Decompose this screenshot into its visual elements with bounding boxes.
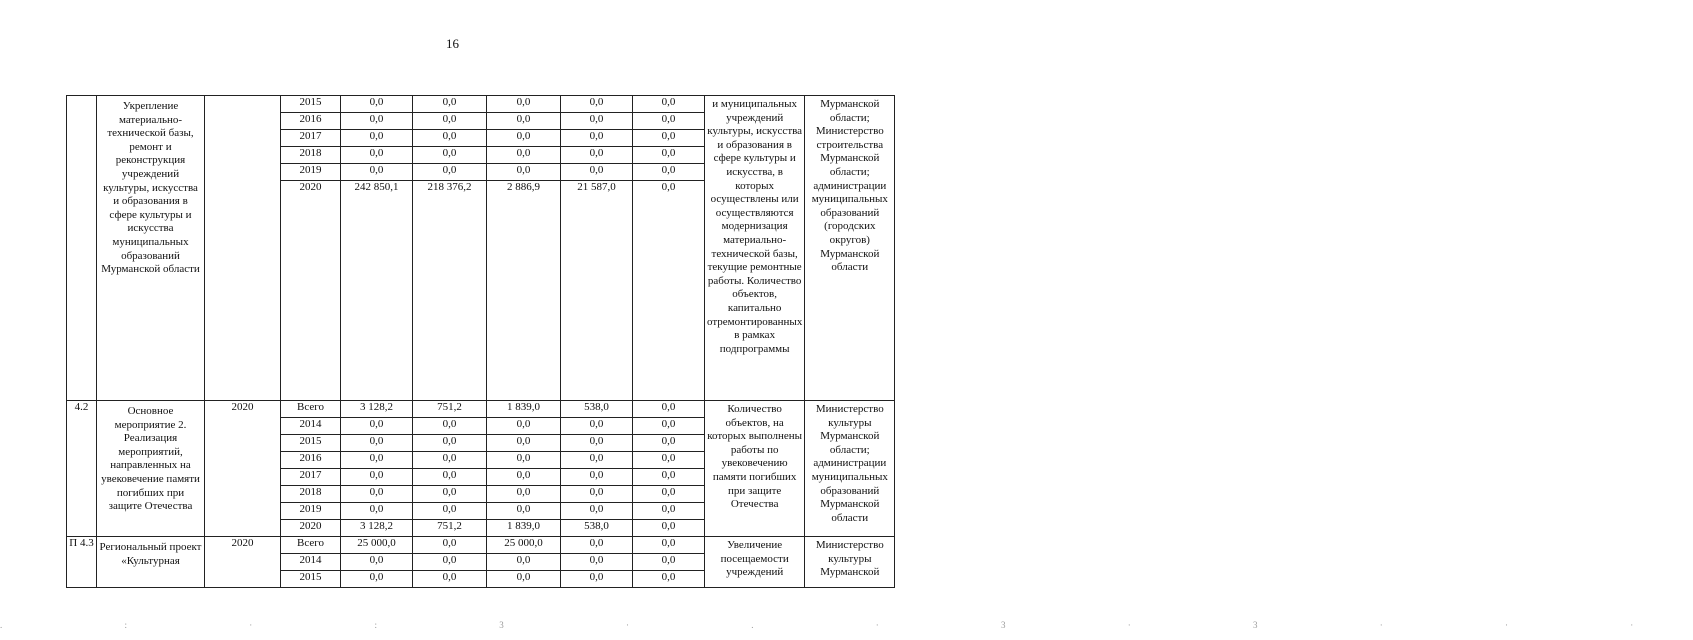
amount-cell: 0,0: [633, 537, 705, 554]
amount-cell: 0,0: [413, 113, 487, 130]
amount-cell: 0,0: [487, 452, 561, 469]
amount-cell: 0,0: [633, 113, 705, 130]
amount-cell: 0,0: [413, 164, 487, 181]
amount-cell: 218 376,2: [413, 181, 487, 401]
amount-cell: 751,2: [413, 401, 487, 418]
amount-cell: 0,0: [561, 113, 633, 130]
amount-cell: 0,0: [633, 486, 705, 503]
amount-cell: 751,2: [413, 520, 487, 537]
amount-cell: 242 850,1: [341, 181, 413, 401]
amount-cell: 0,0: [413, 469, 487, 486]
amount-cell: 0,0: [633, 503, 705, 520]
amount-cell: 0,0: [487, 130, 561, 147]
amount-cell: 0,0: [487, 164, 561, 181]
amount-cell: 538,0: [561, 401, 633, 418]
amount-cell: 0,0: [487, 469, 561, 486]
row-number: [67, 96, 97, 401]
amount-cell: 0,0: [561, 537, 633, 554]
amount-cell: 0,0: [561, 147, 633, 164]
amount-cell: 0,0: [413, 571, 487, 588]
amount-cell: 0,0: [487, 96, 561, 113]
year-cell: 2014: [281, 554, 341, 571]
program-table: [66, 95, 895, 588]
amount-cell: 0,0: [413, 537, 487, 554]
amount-cell: 0,0: [341, 164, 413, 181]
amount-cell: 0,0: [413, 554, 487, 571]
amount-cell: 0,0: [413, 147, 487, 164]
amount-cell: 0,0: [633, 469, 705, 486]
amount-cell: 0,0: [413, 418, 487, 435]
amount-cell: 0,0: [561, 130, 633, 147]
amount-cell: 0,0: [633, 401, 705, 418]
amount-cell: 0,0: [633, 96, 705, 113]
amount-cell: 21 587,0: [561, 181, 633, 401]
amount-cell: 0,0: [413, 452, 487, 469]
term-year: 2020: [205, 401, 281, 537]
amount-cell: 0,0: [633, 554, 705, 571]
amount-cell: 0,0: [487, 503, 561, 520]
amount-cell: 0,0: [341, 147, 413, 164]
amount-cell: 0,0: [561, 96, 633, 113]
indicator-text: Увеличение посещаемости учреждений: [705, 537, 805, 588]
amount-cell: 0,0: [413, 96, 487, 113]
amount-cell: 0,0: [413, 130, 487, 147]
table-row: [67, 401, 895, 418]
amount-cell: 0,0: [561, 503, 633, 520]
amount-cell: 0,0: [341, 554, 413, 571]
amount-cell: 0,0: [487, 571, 561, 588]
row-number: 4.2: [67, 401, 97, 537]
year-cell: 2015: [281, 571, 341, 588]
year-cell: Всего: [281, 401, 341, 418]
year-cell: 2019: [281, 164, 341, 181]
indicator-text: и муниципальных учреждений культуры, искусства и образования в сфере культуры и искусства, в которых осуществлены или осуществляются модернизация материально-технической базы, текущие ремонтные работы. Количество объектов, капитально отремонтированных в рамках подпрограммы: [705, 96, 805, 401]
year-cell: 2019: [281, 503, 341, 520]
year-cell: 2016: [281, 113, 341, 130]
amount-cell: 0,0: [561, 486, 633, 503]
amount-cell: 1 839,0: [487, 520, 561, 537]
amount-cell: 0,0: [341, 452, 413, 469]
measure-name: Укрепление материально-технической базы, ремонт и реконструкция учреждений культуры, искусства и образования в сфере культуры и искусства муниципальных образований Мурманской области: [97, 96, 205, 401]
amount-cell: 3 128,2: [341, 520, 413, 537]
amount-cell: 1 839,0: [487, 401, 561, 418]
table-row: [67, 537, 895, 554]
amount-cell: 0,0: [633, 164, 705, 181]
measure-name: Основное мероприятие 2. Реализация мероприятий, направленных на увековечение памяти погибших при защите Отечества: [97, 401, 205, 537]
term-year: [205, 96, 281, 401]
amount-cell: 0,0: [413, 486, 487, 503]
year-cell: Всего: [281, 537, 341, 554]
term-year: 2020: [205, 537, 281, 588]
amount-cell: 25 000,0: [341, 537, 413, 554]
amount-cell: 0,0: [413, 503, 487, 520]
year-cell: 2015: [281, 435, 341, 452]
amount-cell: 0,0: [487, 486, 561, 503]
year-cell: 2018: [281, 147, 341, 164]
amount-cell: 0,0: [341, 486, 413, 503]
amount-cell: 0,0: [633, 571, 705, 588]
measure-name: Региональный проект «Культурная: [97, 537, 205, 588]
executor-text: Министерство культуры Мурманской области; администрации муниципальных образований Мурманской области: [805, 401, 895, 537]
amount-cell: 0,0: [341, 96, 413, 113]
amount-cell: 0,0: [561, 164, 633, 181]
amount-cell: 3 128,2: [341, 401, 413, 418]
amount-cell: 0,0: [341, 130, 413, 147]
amount-cell: 0,0: [341, 435, 413, 452]
amount-cell: 0,0: [633, 435, 705, 452]
amount-cell: 0,0: [561, 452, 633, 469]
amount-cell: 0,0: [561, 469, 633, 486]
amount-cell: 0,0: [633, 147, 705, 164]
year-cell: 2014: [281, 418, 341, 435]
amount-cell: 0,0: [633, 418, 705, 435]
amount-cell: 0,0: [633, 452, 705, 469]
year-cell: 2018: [281, 486, 341, 503]
amount-cell: 0,0: [487, 554, 561, 571]
year-cell: 2016: [281, 452, 341, 469]
amount-cell: 0,0: [487, 147, 561, 164]
amount-cell: 0,0: [341, 571, 413, 588]
amount-cell: 0,0: [413, 435, 487, 452]
amount-cell: 0,0: [341, 469, 413, 486]
amount-cell: 0,0: [487, 113, 561, 130]
year-cell: 2020: [281, 181, 341, 401]
amount-cell: 0,0: [633, 181, 705, 401]
amount-cell: 538,0: [561, 520, 633, 537]
amount-cell: 0,0: [487, 435, 561, 452]
amount-cell: 0,0: [341, 418, 413, 435]
amount-cell: 0,0: [487, 418, 561, 435]
scan-artifacts: . : · : 3 · . · 3 · 3 · · ·: [0, 620, 1693, 630]
amount-cell: 2 886,9: [487, 181, 561, 401]
amount-cell: 25 000,0: [487, 537, 561, 554]
amount-cell: 0,0: [561, 571, 633, 588]
amount-cell: 0,0: [341, 113, 413, 130]
amount-cell: 0,0: [561, 418, 633, 435]
amount-cell: 0,0: [561, 435, 633, 452]
table-row: [67, 96, 895, 113]
executor-text: Министерство культуры Мурманской: [805, 537, 895, 588]
year-cell: 2017: [281, 130, 341, 147]
amount-cell: 0,0: [341, 503, 413, 520]
page-number: 16: [446, 36, 459, 51]
year-cell: 2017: [281, 469, 341, 486]
amount-cell: 0,0: [633, 130, 705, 147]
amount-cell: 0,0: [561, 554, 633, 571]
year-cell: 2020: [281, 520, 341, 537]
amount-cell: 0,0: [633, 520, 705, 537]
year-cell: 2015: [281, 96, 341, 113]
row-number: П 4.3: [67, 537, 97, 588]
executor-text: Мурманской области; Министерство строительства Мурманской области; администрации муниципальных образований (городских округов) Мурманской области: [805, 96, 895, 401]
indicator-text: Количество объектов, на которых выполнены работы по увековечению памяти погибших при защите Отечества: [705, 401, 805, 537]
